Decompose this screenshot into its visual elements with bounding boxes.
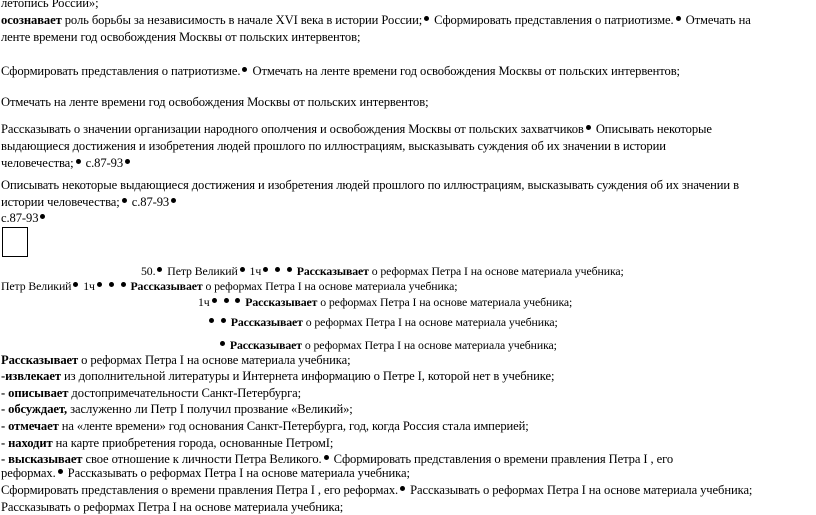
doc-line: ленте времени год освобождения Москвы от польских интервентов; bbox=[1, 30, 361, 44]
bullet-icon bbox=[171, 198, 176, 203]
doc-line: летопись России»; bbox=[1, 0, 99, 10]
bullet-icon bbox=[40, 214, 45, 219]
bullet-icon bbox=[263, 267, 268, 272]
bullet-icon bbox=[275, 267, 280, 272]
bullet-icon bbox=[224, 298, 229, 303]
doc-line: -извлекает из дополнительной литературы и Интернета информацию о Петре I, которой нет в учебнике; bbox=[1, 369, 555, 383]
bullet-icon bbox=[212, 298, 217, 303]
bullet-icon bbox=[324, 455, 329, 460]
doc-line: осознавает роль борьбы за независимость в начале XVI века в истории России; Сформировать представления о патриотизме. Отмечать на bbox=[1, 13, 751, 27]
bullet-icon bbox=[235, 298, 240, 303]
doc-line: - отмечает на «ленте времени» год основания Санкт-Петербурга, год, когда Россия стала империей; bbox=[1, 419, 529, 433]
doc-line: - обсуждает, заслуженно ли Петр I получил прозвание «Великий»; bbox=[1, 402, 353, 416]
doc-line: Отмечать на ленте времени год освобождения Москвы от польских интервентов; bbox=[1, 95, 429, 109]
doc-line: с.87-93 bbox=[1, 211, 47, 226]
bullet-icon bbox=[125, 159, 130, 164]
doc-line: Рассказывает о реформах Петра I на основе материала учебника; bbox=[207, 315, 558, 329]
bullet-icon bbox=[209, 318, 214, 323]
doc-line: Петр Великий 1ч Рассказывает о реформах Петра I на основе материала учебника; bbox=[1, 279, 458, 293]
doc-line: Рассказывать о реформах Петра I на основе материала учебника; bbox=[1, 500, 344, 514]
doc-line: - находит на карте приобретения города, основанные ПетромI; bbox=[1, 436, 334, 450]
doc-line: выдающиеся достижения и изобретения людей прошлого по иллюстрациям, высказывать суждения об их значении в истории bbox=[1, 139, 666, 153]
doc-line: - высказывает свое отношение к личности Петра Великого. Сформировать представления о времени правления Петра I , его bbox=[1, 452, 674, 466]
doc-line: Сформировать представления о времени правления Петра I , его реформах. Рассказывать о реформах Петра I на основе материала учебника; bbox=[1, 483, 753, 497]
empty-table-cell bbox=[2, 227, 28, 257]
bullet-icon bbox=[400, 486, 405, 491]
bullet-icon bbox=[586, 125, 591, 130]
bullet-icon bbox=[220, 341, 225, 346]
bullet-icon bbox=[73, 282, 78, 287]
bullet-icon bbox=[287, 267, 292, 272]
doc-line: реформах. Рассказывать о реформах Петра I на основе материала учебника; bbox=[1, 466, 410, 480]
doc-line: 1ч Рассказывает о реформах Петра I на основе материала учебника; bbox=[198, 295, 573, 309]
bullet-icon bbox=[242, 67, 247, 72]
bullet-icon bbox=[109, 282, 114, 287]
doc-line: 50. Петр Великий 1ч Рассказывает о реформах Петра I на основе материала учебника; bbox=[141, 264, 624, 278]
doc-line: истории человечества; с.87-93 bbox=[1, 195, 178, 210]
bullet-icon bbox=[157, 267, 162, 272]
bullet-icon bbox=[97, 282, 102, 287]
bullet-icon bbox=[58, 469, 63, 474]
doc-line: Рассказывать о значении организации народного ополчения и освобождения Москвы от польских захватчиков Описывать некоторые bbox=[1, 122, 712, 136]
doc-line: Описывать некоторые выдающиеся достижения и изобретения людей прошлого по иллюстрациям, высказывать суждения об их значении в bbox=[1, 178, 739, 192]
doc-line: Рассказывает о реформах Петра I на основе материала учебника; bbox=[218, 338, 557, 352]
doc-line: Рассказывает о реформах Петра I на основе материала учебника; bbox=[1, 353, 351, 367]
bullet-icon bbox=[122, 198, 127, 203]
bullet-icon bbox=[424, 16, 429, 21]
doc-line: - описывает достопримечательности Санкт-Петербурга; bbox=[1, 386, 302, 400]
doc-line: Сформировать представления о патриотизме. Отмечать на ленте времени год освобождения Москвы от польских интервентов; bbox=[1, 64, 680, 78]
bullet-icon bbox=[121, 282, 126, 287]
bullet-icon bbox=[221, 318, 226, 323]
bullet-icon bbox=[676, 16, 681, 21]
bold-verb: осознавает bbox=[1, 13, 62, 27]
doc-line: человечества; с.87-93 bbox=[1, 156, 132, 171]
bullet-icon bbox=[240, 267, 245, 272]
bullet-icon bbox=[76, 159, 81, 164]
